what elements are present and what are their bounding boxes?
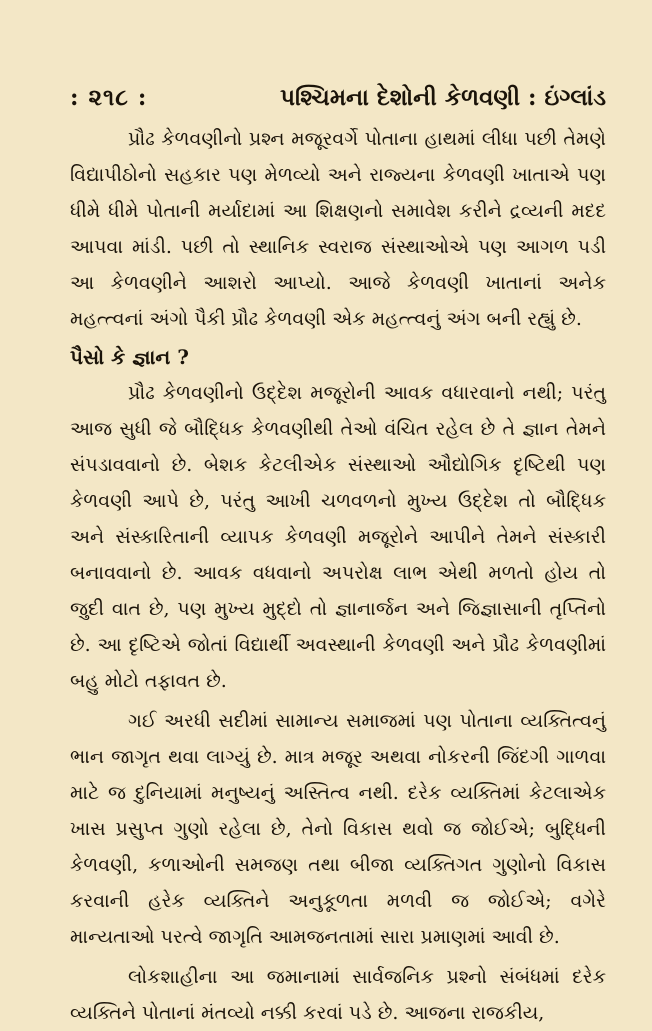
paragraph-individuality: ગઈ અરધી સદીમાં સામાન્ય સમાજમાં પણ પોતાના વ્યક્તિત્વનું ભાન જાગૃત થવા લાગ્યું છે. માત્ર મજૂર અથવા નોકરની જિંદગી ગાળવા માટે જ દુનિયામાં મનુષ્યનું અસ્તિત્વ નથી. દરેક વ્યક્તિમાં કેટલાએક ખાસ પ્રસુપ્ત ગુણો રહેલા છે, તેનો વિકાસ થવો જ જોઈએ; બુદ્ધિની કેળવણી, કળાઓની સમજણ તથા બીજા વ્યક્તિગત ગુણોનો વિકાસ કરવાની હરેક વ્યક્તિને અનુકૂળતા મળવી જ જોઈએ; વગેરે માન્યતાઓ પરત્વે જાગૃતિ આમજનતામાં સારા પ્રમાણમાં આવી છે. xyxy=(70,710,606,948)
paragraph-purpose: પ્રૌઢ કેળવણીનો ઉદ્દેશ મજૂરોની આવક વધારવાનો નથી; પરંતુ આજ સુધી જે બૌદ્ધિક કેળવણીથી તેઓ વંચિત રહેલ છે તે જ્ઞાન તેમને સંપડાવવાનો છે. બેશક કેટલીએક સંસ્થાઓ ઔદ્યોગિક દૃષ્ટિથી પણ કેળવણી આપે છે, પરંતુ આખી ચળવળનો મુખ્ય ઉદ્દેશ તો બૌદ્ધિક અને સંસ્કારિતાની વ્યાપક કેળવણી મજૂરોને આપીને તેમને સંસ્કારી બનાવવાનો છે. આવક વધવાનો અપરોક્ષ લાભ એથી મળતો હોય તો જુદી વાત છે, પણ મુખ્ય મુદ્દો તો જ્ઞાનાર્જન અને જિજ્ઞાસાની તૃપ્તિનો છે. આ દૃષ્ટિએ જોતાં વિદ્યાર્થી અવસ્થાની કેળવણી અને પ્રૌઢ કેળવણીમાં બહુ મોટો તફાવત છે. xyxy=(70,382,606,692)
page-header xyxy=(70,84,606,111)
section-heading: પૈસો કે જ્ઞાન ? xyxy=(70,345,190,369)
paragraph-adult-education-intro: પ્રૌઢ કેળવણીનો પ્રશ્ન મજૂરવર્ગે પોતાના હાથમાં લીધા પછી તેમણે વિદ્યાપીઠોનો સહકાર પણ મેળવ્યો અને રાજ્યના કેળવણી ખાતાએ પણ ધીમે ધીમે પોતાની મર્યાદામાં આ શિક્ષણનો સમાવેશ કરીને દ્રવ્યની મદદ આપવા માંડી. પછી તો સ્થાનિક સ્વરાજ સંસ્થાઓએ પણ આગળ પડી આ કેળવણીને આશરો આપ્યો. આજે કેળવણી ખાતાનાં અનેક મહત્ત્વનાં અંગો પૈકી પ્રૌઢ કેળવણી એક મહત્ત્વનું અંગ બની રહ્યું છે. xyxy=(70,128,606,330)
running-title: પશ્ચિમના દેશોની કેળવણી : ઇંગ્લાંડ xyxy=(280,84,606,111)
paragraph-democracy: લોકશાહીના આ જમાનામાં સાર્વજનિક પ્રશ્નો સંબંધમાં દરેક વ્યક્તિને પોતાનાં મંતવ્યો નક્કી કરવાં પડે છે. આજના રાજકીય, xyxy=(70,966,606,1024)
page-number: : ૨૧૮ : xyxy=(70,84,148,111)
